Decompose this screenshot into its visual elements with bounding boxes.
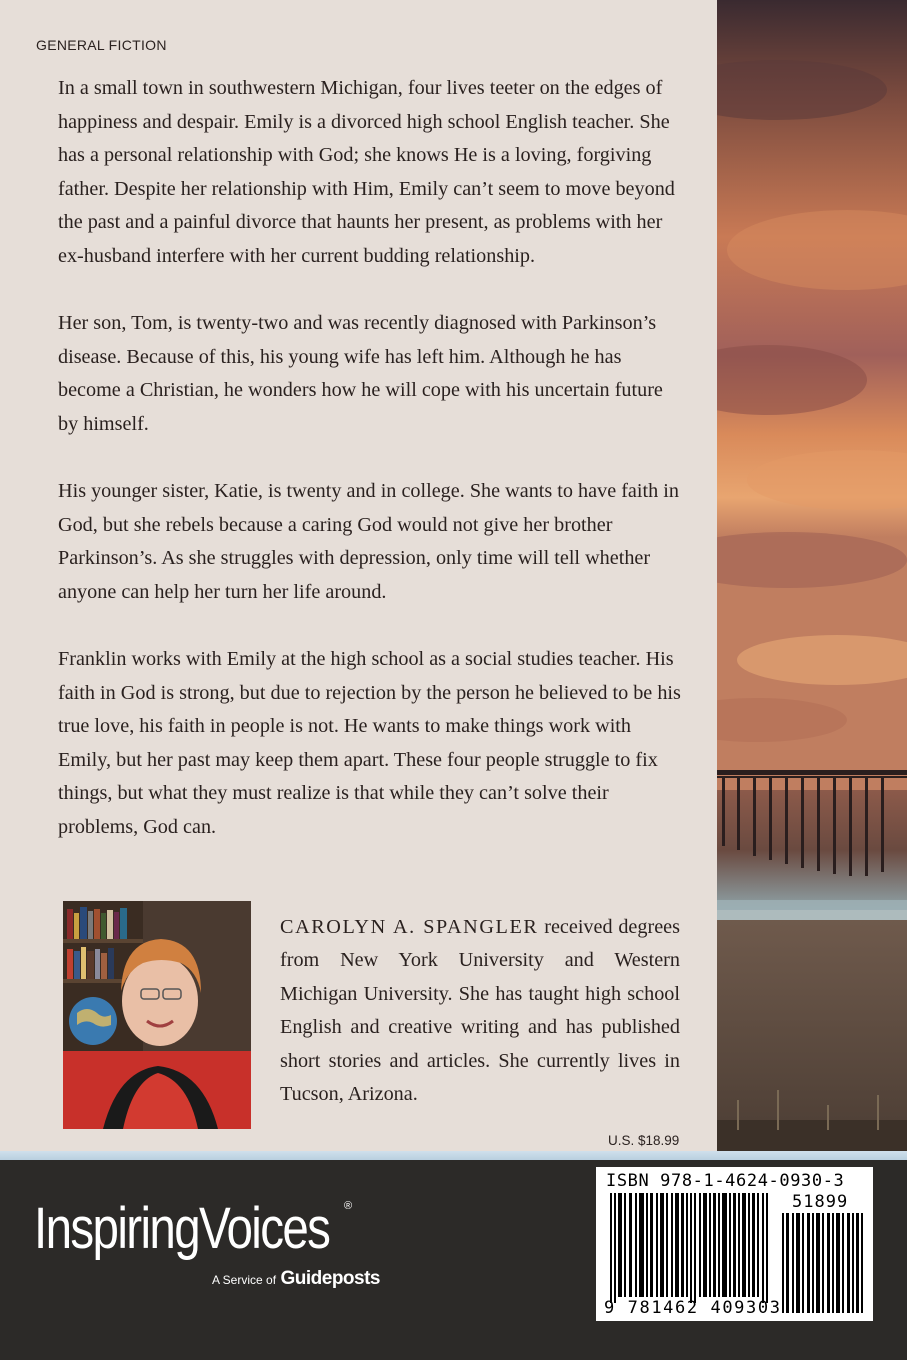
price-code: 51899 — [792, 1192, 849, 1212]
author-bio-text: received degrees from New York University and Western Michigan University. She has taught high school English and creative writing and has published short stories and articles. She currently lives in Tucson, Arizona. — [280, 916, 680, 1106]
parent-brand: Guideposts — [280, 1268, 380, 1289]
synopsis-paragraph: Her son, Tom, is twenty-two and was recently diagnosed with Parkinson’s disease. Because of this, his young wife has left him. Although he has become a Christian, he wonders how he will cope with his uncertain future by himself. — [58, 312, 663, 435]
ean-digits: 9 781462 409303 — [604, 1298, 782, 1318]
synopsis — [58, 72, 686, 878]
publisher-logo — [34, 1196, 394, 1296]
synopsis-paragraph: Franklin works with Emily at the high school as a social studies teacher. His faith in God is strong, but due to rejection by the person he believed to be his true love, his faith in people is not. He wants to make things work with Emily, but her past may keep them apart. These four people struggle to fix things, but what they must realize is that while they can’t solve their problems, God can. — [58, 648, 681, 839]
genre-label: GENERAL FICTION — [36, 37, 167, 53]
author-name: CAROLYN A. SPANGLER — [280, 916, 539, 938]
publisher-tagline — [212, 1268, 380, 1290]
sunset-pier-photo — [717, 0, 907, 1160]
registered-mark: ® — [344, 1200, 353, 1212]
publisher-name: InspiringVoices — [34, 1196, 330, 1261]
service-prefix: A Service of — [212, 1273, 277, 1287]
price-label: U.S. $18.99 — [608, 1133, 680, 1148]
isbn-text: ISBN 978-1-4624-0930-3 — [606, 1171, 845, 1191]
divider-stripe — [0, 1151, 907, 1160]
synopsis-paragraph: His younger sister, Katie, is twenty and in college. She wants to have faith in God, but she rebels because a caring God would not give her brother Parkinson’s. As she struggles with depression, only time will tell whether anyone can help her turn her life around. — [58, 480, 679, 603]
synopsis-paragraph: In a small town in southwestern Michigan, four lives teeter on the edges of happiness and despair. Emily is a divorced high school English teacher. She has a personal relationship with God; she knows He is a loving, forgiving father. Despite her relationship with Him, Emily can’t seem to move beyond the past and a painful divorce that haunts her present, as problems with her ex-husband interfere with her current budding relationship. — [58, 77, 675, 267]
author-bio — [280, 911, 680, 1111]
isbn-barcode — [596, 1167, 873, 1321]
author-photo — [63, 901, 251, 1129]
